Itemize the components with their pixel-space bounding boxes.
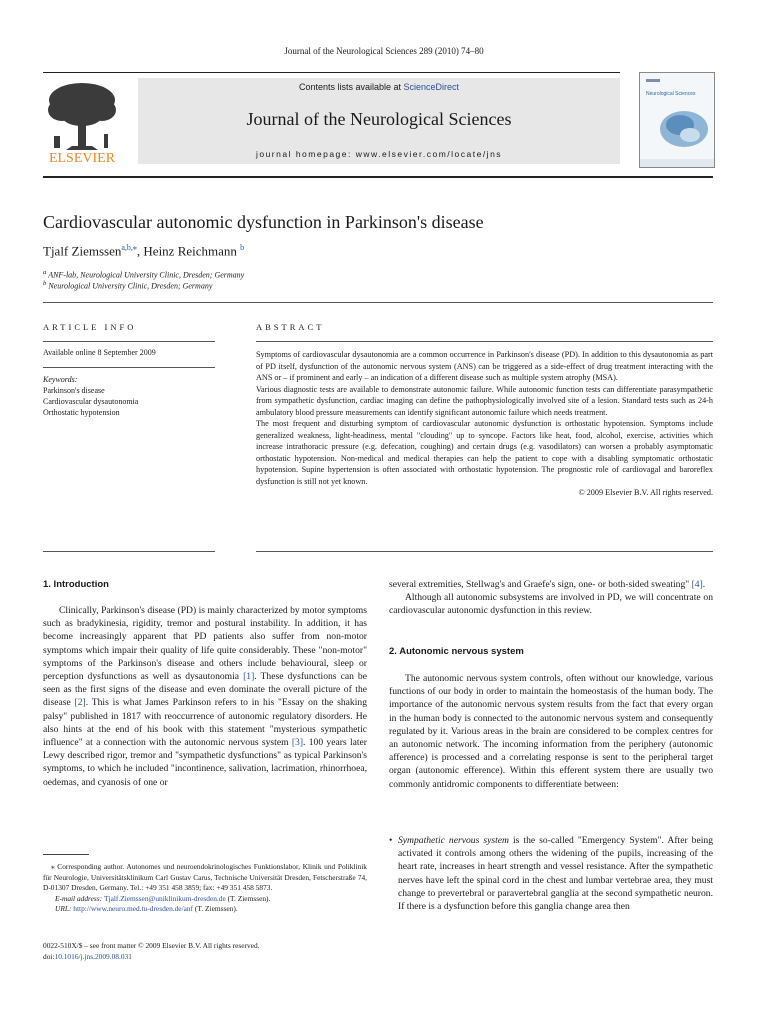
section-1-body <box>43 604 367 789</box>
author-reichmann[interactable]: , Heinz Reichmann <box>136 243 237 259</box>
section-2-body <box>389 672 713 791</box>
citation-link[interactable]: [4] <box>691 579 703 590</box>
body-paragraph: Although all autonomic subsystems are involved in PD, we will concentrate on cardiovascular autonomic dysfunction in this review. <box>389 592 713 617</box>
footnote-corresponding: ⁎ Corresponding author. Autonomes und neuroendokrinologisches Funktionslabor, Klinik und Poliklinik für Neurologie, Universitätsklinikum Carl Gustav Carus, Technische Universität Dresden, Fetscherstraße 74, D-01307 Dresden, Germany. Tel.: +49 351 458 3859; fax: +49 351 458 5873. <box>43 862 367 892</box>
abstract-end-rule <box>256 551 713 552</box>
corresponding-author-footnote <box>43 862 367 915</box>
affiliation-b: $^b$ Neurological University Clinic, Dresden; Germany <box>43 280 213 291</box>
section-1-heading: 1. Introduction <box>43 579 109 590</box>
title-block-rule <box>43 302 713 303</box>
journal-homepage[interactable]: journal homepage: www.elsevier.com/locate/jns <box>255 149 503 159</box>
citation-link[interactable]: [2] <box>74 697 86 709</box>
section-2-heading: 2. Autonomic nervous system <box>389 646 524 657</box>
elsevier-tree-icon <box>42 78 122 164</box>
elsevier-logo[interactable] <box>42 78 122 164</box>
affiliation-a: $^a$ ANF-lab, Neurological University Clinic, Dresden; Germany <box>43 269 245 280</box>
footnote-rule <box>43 854 89 855</box>
bullet-item: • Sympathetic nervous system is the so-called "Emergency System". After being activated it controls among others the widening of the pupils, increasing of the heart rate, increases in heart strength and vessel resistance. After the sympathetic nerves have left the spinal cord in the chest and lumbar vertebrae area, they must change to prevertebral or paravertebral ganglia at the second sympathetic neuron. If there is a dysfunction before this ganglia change area then <box>389 835 713 913</box>
keywords-block <box>43 374 138 418</box>
header-top-rule <box>43 72 620 73</box>
citation-link[interactable]: [1] <box>243 671 255 683</box>
issn-line: 0022-510X/$ – see front matter © 2009 Elsevier B.V. All rights reserved. <box>43 941 260 950</box>
journal-cover-thumbnail[interactable] <box>639 72 715 168</box>
header-bottom-rule <box>43 176 713 178</box>
contents-prefix: Contents lists available at <box>298 82 404 92</box>
sympathetic-bullet <box>389 834 713 913</box>
abstract-copyright: © 2009 Elsevier B.V. All rights reserved. <box>578 488 713 497</box>
svg-text:Neurological Sciences: Neurological Sciences <box>646 91 696 97</box>
bullet-dot-icon: • <box>389 835 393 846</box>
abstract-rule <box>256 341 713 342</box>
article-info-rule <box>43 341 215 342</box>
author-ziemssen[interactable]: Tjalf Ziemssen <box>43 243 122 259</box>
svg-text:ELSEVIER: ELSEVIER <box>48 151 116 164</box>
keyword-item[interactable]: Parkinson's disease <box>43 386 105 395</box>
available-online-date: Available online 8 September 2009 <box>43 348 156 357</box>
keywords-heading: Keywords: <box>43 375 78 384</box>
author1-affiliation-marks[interactable]: a,b,⁎ <box>121 243 137 252</box>
email-link[interactable]: Tjalf.Ziemssen@uniklinikum-dresden.de <box>104 893 226 903</box>
author-list <box>43 243 244 259</box>
url-link[interactable]: http://www.neuro.med.tu-dresden.de/anf <box>73 904 194 913</box>
keywords-rule <box>43 367 215 368</box>
front-matter-footer <box>43 940 259 962</box>
citation-link[interactable]: [3] <box>291 737 304 749</box>
footnote-url: URL: http://www.neuro.med.tu-dresden.de/anf (T. Ziemssen). <box>55 904 238 913</box>
journal-cover-image <box>640 73 714 167</box>
abstract-paragraph: Symptoms of cardiovascular dysautonomia are a common occurrence in Parkinson's disease (PD). In addition to this dysautonomia as part of PD itself, dysfunction of the autonomic nervous system (ANS) can be triggered as a side-effect of drug treatment interacting with the ANS or – if prominent and early – an indication of a different disease such as multiple system atrophy (MSA). <box>256 350 713 382</box>
doi-link[interactable]: 10.1016/j.jns.2009.08.031 <box>54 952 132 961</box>
keyword-item[interactable]: Orthostatic hypotension <box>43 408 120 417</box>
footnote-email: E-mail address: Tjalf.Ziemssen@uniklinikum-dresden.de (T. Ziemssen). <box>55 893 271 903</box>
keyword-item[interactable]: Cardiovascular dysautonomia <box>43 397 139 406</box>
article-info-heading: ARTICLE INFO <box>43 322 137 332</box>
body-paragraph: The autonomic nervous system controls, often without our knowledge, various functions of our body in order to maintain the homeostasis of the human body. The importance of the autonomic nervous system results from the fact that every organ in the human body is connected to the autonomic nervous system and consequently regulated by it. Various areas in the brain are considered to be complex centres for an autonomic network. The incoming information from the periphery (autonomic afference) is processed and a correlating response is sent to the peripheral target organ (autonomic efference). Within this efferent system there are usually two commonly antidromic components to differentiate between: <box>389 673 713 790</box>
abstract-paragraph: The most frequent and disturbing symptom of cardiovascular autonomic dysfunction is orthostatic hypotension. Symptoms include generalized weakness, light-headiness, mental "clouding" up to syncope. Factors like heat, food, alcohol, exercise, activities which increase intrathoracic pressure (e.g. defecation, coughing) and certain drugs (e.g. vasodilators) can worsen a probably asymptomatic orthostatic hypotension. Non-medical and medical therapies can help the patient to cope with a disabling symptomatic orthostatic hypotension. Supine hypertension is often associated with orthostatic hypotension. The prognostic role of cardiovagal and baroreflex dysfunction is still not yet known. <box>256 419 713 486</box>
abstract-heading: ABSTRACT <box>256 322 325 332</box>
running-head: Journal of the Neurological Sciences 289 (2010) 74–80 <box>284 46 484 56</box>
sciencedirect-link[interactable]: ScienceDirect <box>403 82 460 92</box>
section-1-continued <box>389 578 713 618</box>
abstract-text <box>256 349 713 499</box>
journal-title: Journal of the Neurological Sciences <box>246 109 512 129</box>
body-paragraph: Clinically, Parkinson's disease (PD) is mainly characterized by motor symptoms such as bradykinesia, rigidity, tremor and postural instability. In addition, it has become increasingly apparent that PD patients also suffer from non-motor symptoms which impair their quality of life quite considerably. These "non-motor" symptoms of the Parkinson's disease and others include behavioural, sleep or perception dysfunctions as well as dysautonomia [1]. These dysfunctions can be seen as the first signs of the disease and even dominate the overall picture of the disease [2]. This is what James Parkinson refers to in his "Essay on the shaking palsy" published in 1817 with reoccurrence of autonomic regulatory disorders. He also hints at the end of his book with this statement "mysterious sympathetic influence" at a connection with the autonomic nervous system [3]. 100 years later Lewy described rigor, tremor and "sympathetic dysfunctions" as typical Parkinson's symptoms, to which he included "incontinence, salivation, lacrimation, rhinorrhoea, oedemas, and cyanosis of one or <box>43 605 367 788</box>
article-title: Cardiovascular autonomic dysfunction in Parkinson's disease <box>43 212 484 232</box>
doi-line: doi:10.1016/j.jns.2009.08.031 <box>43 952 132 961</box>
body-paragraph: several extremities, Stellwag's and Graefe's sign, one- or both-sided sweating" [4]. <box>389 579 706 590</box>
author2-affiliation-mark[interactable]: b <box>240 243 245 252</box>
abstract-paragraph: Various diagnostic tests are available to demonstrate autonomic failure. While autonomic function tests can differentiate parasympathetic from sympathetic dysfunction, cardiac imaging can define the pathophysiologically involved site of a lesion. Standard tests such as 24-h ambulatory blood pressure measurements can identify significant autonomic failure which needs treatment. <box>256 384 713 417</box>
contents-line <box>138 82 620 92</box>
article-info-end-rule <box>43 551 215 552</box>
